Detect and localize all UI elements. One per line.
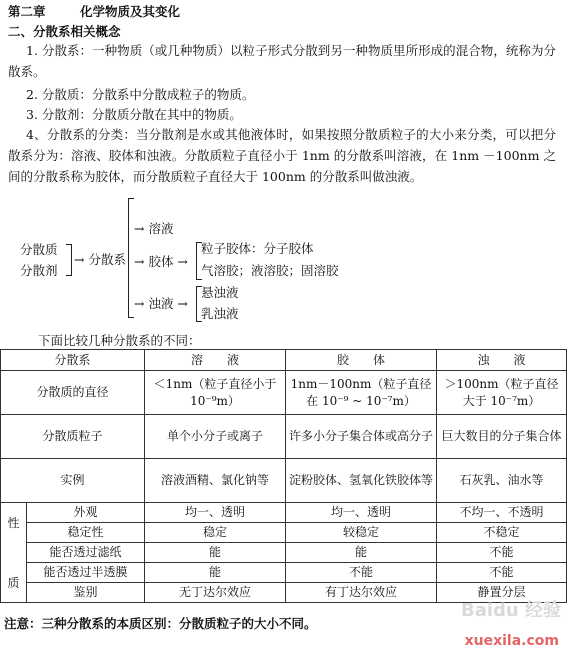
header-cell: 胶 体 bbox=[286, 350, 437, 371]
table-cell: 均一、透明 bbox=[286, 503, 437, 523]
table-cell: 有丁达尔效应 bbox=[286, 583, 437, 603]
diagram-dispersed-phase: 分散质 bbox=[20, 242, 58, 257]
table-cell: 不稳定 bbox=[437, 523, 567, 543]
table-cell: 不能 bbox=[437, 543, 567, 563]
table-cell: 许多小分子集合体或高分子 bbox=[286, 415, 437, 459]
para-classification: 4、分散系的分类：当分散剂是水或其他液体时，如果按照分散质粒子的大小来分类，可以把分散系分为：溶液、胶体和浊液。分散质粒子直径小于 1nm 的分散系叫溶液，在 1nm －100nm 之间的分散系称为胶体，而分散质粒子直径大于 100nm 的分散系叫做浊液。 bbox=[8, 127, 556, 184]
table-cell: 能 bbox=[286, 543, 437, 563]
header-cell: 分散系 bbox=[1, 350, 145, 371]
diagram-emulsion: 乳浊液 bbox=[201, 306, 239, 321]
table-row bbox=[1, 563, 567, 583]
table-cell: 较稳定 bbox=[286, 523, 437, 543]
table-cell: 能 bbox=[145, 563, 286, 583]
table-row bbox=[1, 371, 567, 415]
row-label: 能否透过半透膜 bbox=[27, 563, 145, 583]
table-row bbox=[1, 523, 567, 543]
site-watermark: xuexila.com bbox=[464, 633, 559, 649]
row-label: 分散质粒子 bbox=[1, 415, 145, 459]
chapter-title: 化学物质及其变化 bbox=[80, 4, 181, 19]
table-cell: 稳定 bbox=[145, 523, 286, 543]
table-row bbox=[1, 543, 567, 563]
table-cell: 溶液酒精、氯化钠等 bbox=[145, 459, 286, 503]
section-title: 二、分散系相关概念 bbox=[8, 24, 121, 39]
diagram-solution: → 溶液 bbox=[134, 221, 174, 236]
para-dispersion-medium: 3. 分散剂：分散质分散在其中的物质。 bbox=[26, 107, 242, 122]
table-cell: 均一、透明 bbox=[145, 503, 286, 523]
table-header-row bbox=[1, 350, 567, 371]
table-cell: ＜1nm（粒子直径小于 10⁻⁹m） bbox=[145, 371, 286, 415]
property-label-char: 质 bbox=[7, 575, 20, 590]
comparison-table bbox=[0, 349, 567, 603]
diagram-suspension: 悬浊液 bbox=[201, 285, 239, 300]
table-cell: 能 bbox=[145, 543, 286, 563]
chapter-number: 第二章 bbox=[8, 4, 46, 19]
table-row bbox=[1, 459, 567, 503]
property-label-char: 性 bbox=[7, 515, 20, 530]
row-label: 分散质的直径 bbox=[1, 371, 145, 415]
table-cell: 巨大数目的分子集合体 bbox=[437, 415, 567, 459]
table-cell: 静置分层 bbox=[437, 583, 567, 603]
table-cell: 无丁达尔效应 bbox=[145, 583, 286, 603]
diagram-turbid: → 浊液 → bbox=[134, 296, 188, 311]
table-cell: 不均一、不透明 bbox=[437, 503, 567, 523]
table-cell: 1nm－100nm（粒子直径在 10⁻⁹ ~ 10⁻⁷m） bbox=[286, 371, 437, 415]
row-label: 外观 bbox=[27, 503, 145, 523]
table-cell: 淀粉胶体、氢氧化铁胶体等 bbox=[286, 459, 437, 503]
table-cell: 不能 bbox=[286, 563, 437, 583]
row-label: 稳定性 bbox=[27, 523, 145, 543]
table-cell: 单个小分子或离子 bbox=[145, 415, 286, 459]
row-label: 能否透过滤纸 bbox=[27, 543, 145, 563]
table-row bbox=[1, 415, 567, 459]
table-cell: 石灰乳、油水等 bbox=[437, 459, 567, 503]
diagram-colloid: → 胶体 → bbox=[134, 254, 188, 269]
header-cell: 溶 液 bbox=[145, 350, 286, 371]
table-cell: 不能 bbox=[437, 563, 567, 583]
para-dispersion-system: 1. 分散系：一种物质（或几种物质）以粒子形式分散到另一种物质里所形成的混合物，统称为分散系。 bbox=[8, 43, 556, 79]
table-row bbox=[1, 503, 567, 523]
property-group-label bbox=[1, 503, 27, 603]
header-cell: 浊 液 bbox=[437, 350, 567, 371]
row-label: 实例 bbox=[1, 459, 145, 503]
para-dispersed-phase: 2. 分散质：分散系中分散成粒子的物质。 bbox=[26, 87, 255, 102]
diagram-dispersion-medium: 分散剂 bbox=[20, 263, 58, 278]
note-essential-difference: 注意：三种分散系的本质区别：分散质粒子的大小不同。 bbox=[4, 616, 317, 631]
row-label: 鉴别 bbox=[27, 583, 145, 603]
diagram-colloid-sol: 气溶胶；液溶胶；固溶胶 bbox=[201, 263, 339, 278]
table-cell: ＞100nm（粒子直径大于 10⁻⁷m） bbox=[437, 371, 567, 415]
compare-intro: 下面比较几种分散系的不同： bbox=[38, 333, 201, 348]
diagram-arrow-system: → 分散系 bbox=[74, 252, 126, 267]
diagram-colloid-particle: 粒子胶体：分子胶体 bbox=[201, 241, 314, 256]
baidu-watermark: Baidu 经验 bbox=[460, 600, 561, 621]
